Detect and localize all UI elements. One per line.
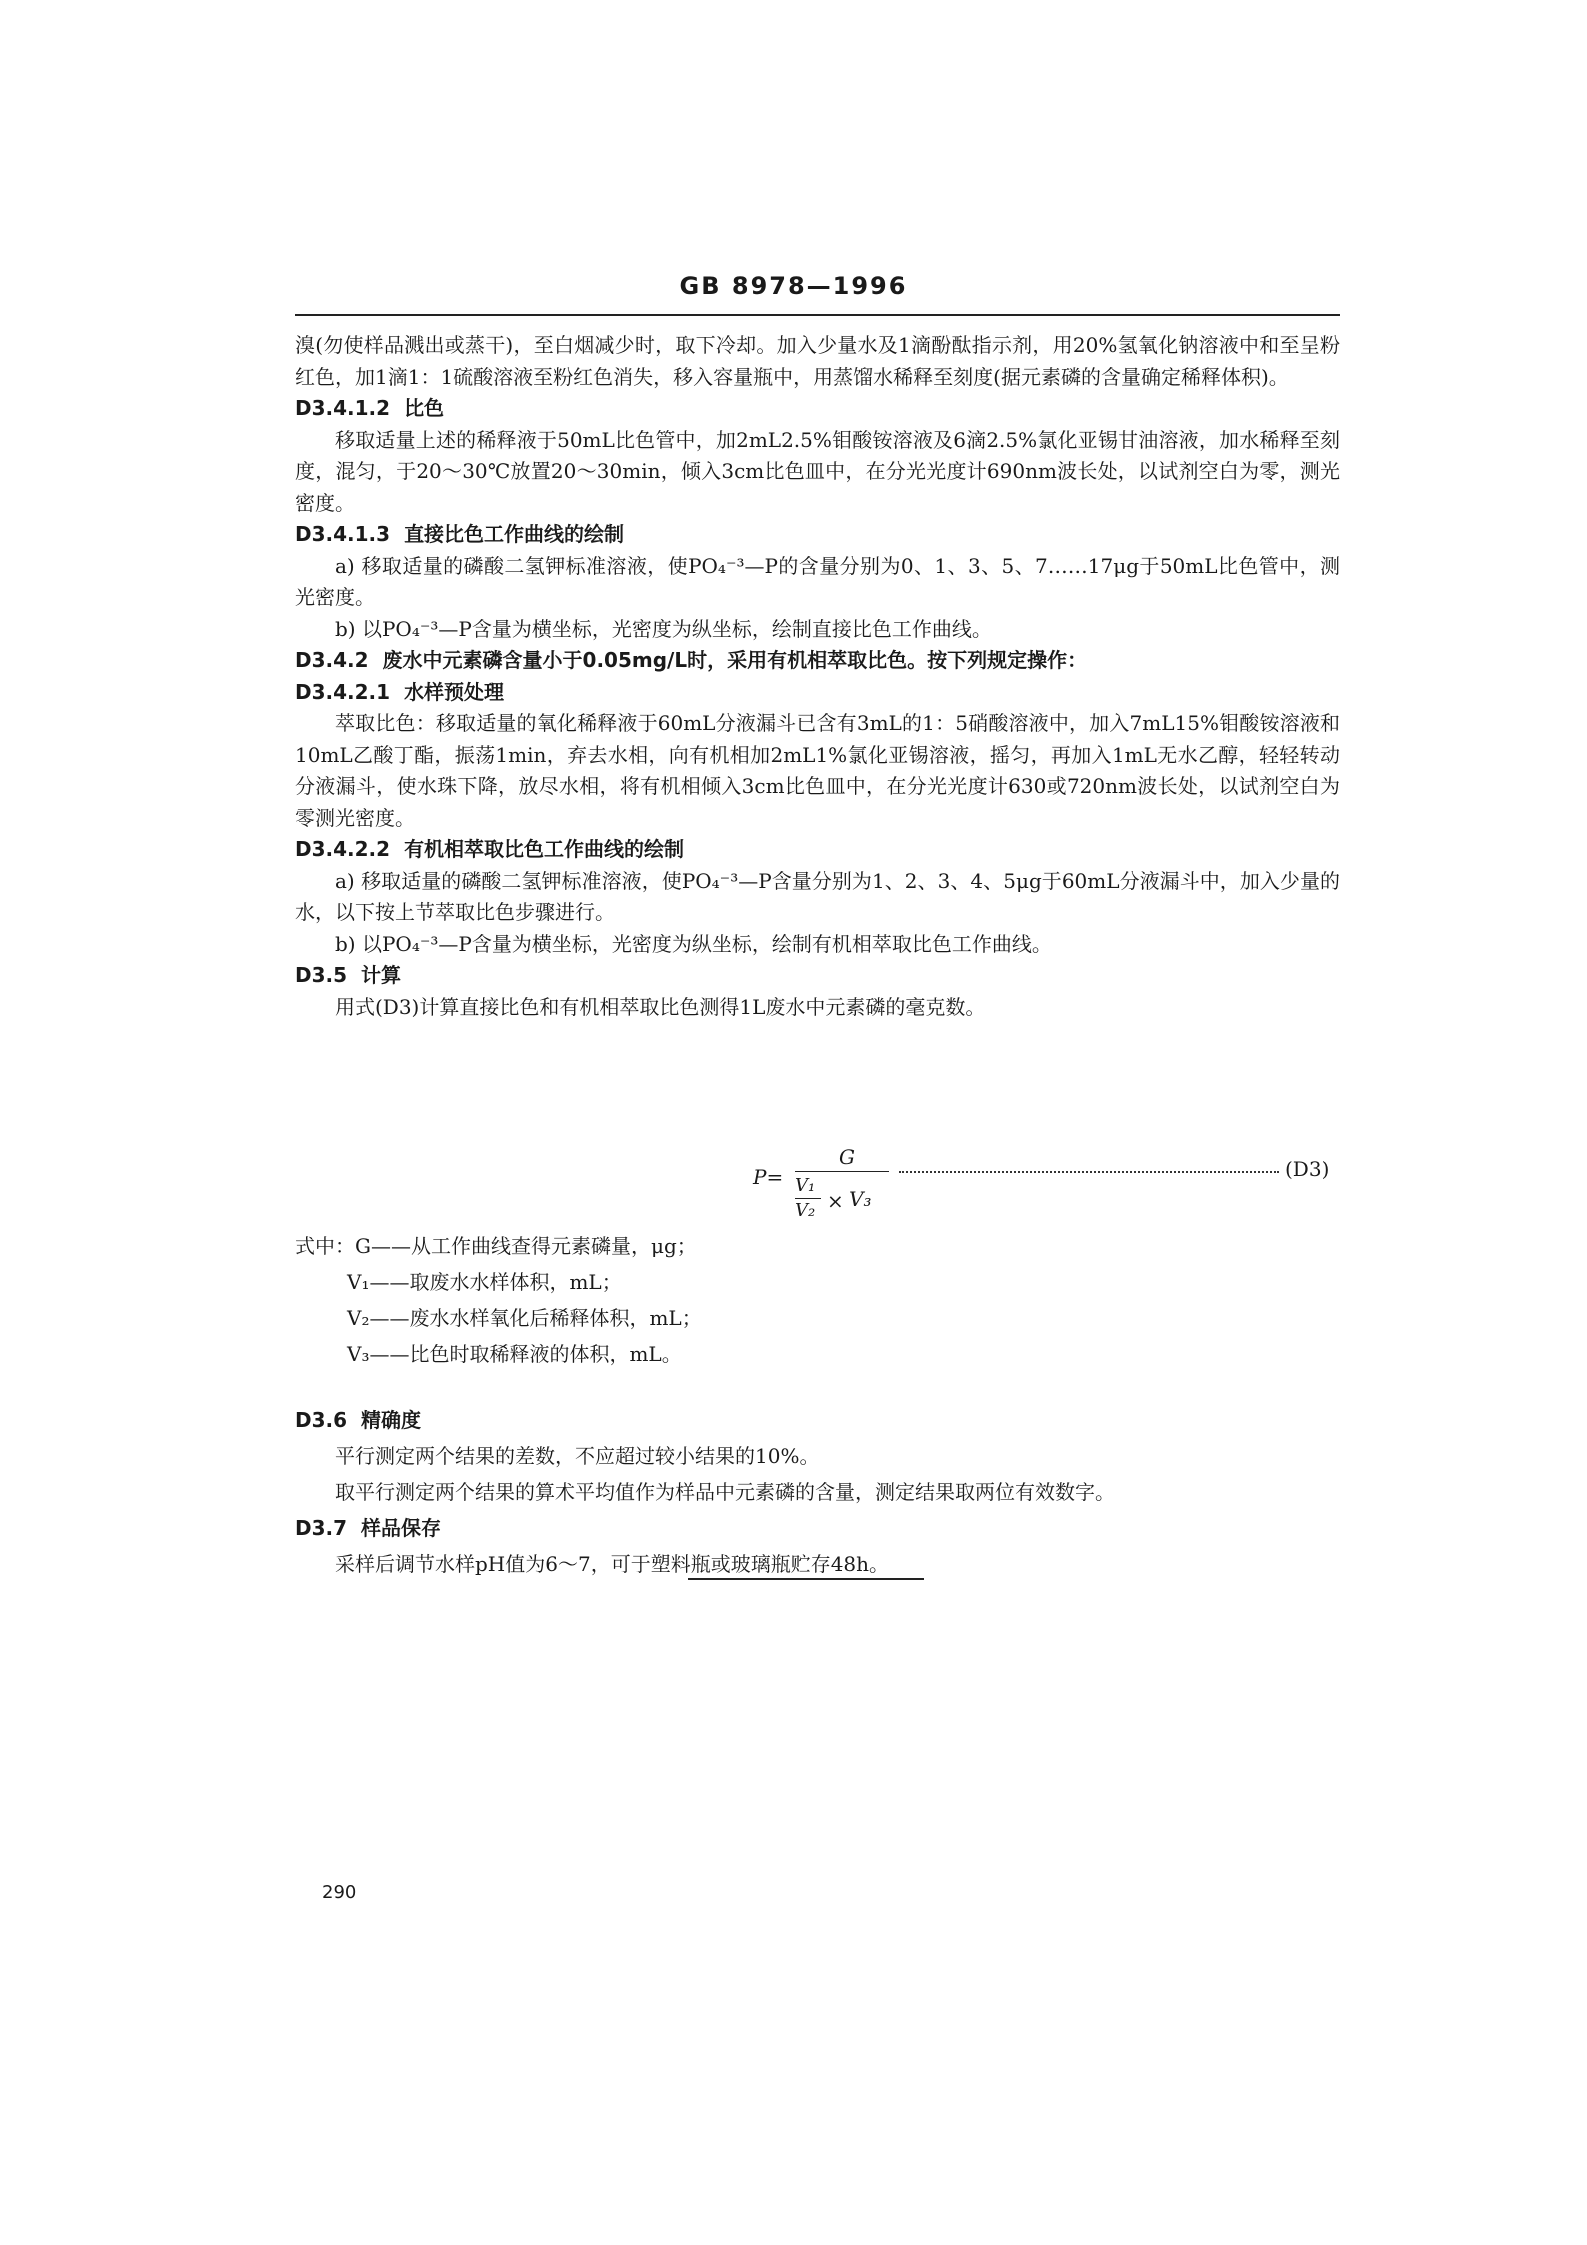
list-item-b: b) 以PO₄⁻³—P含量为横坐标，光密度为纵坐标，绘制有机相萃取比色工作曲线。 — [335, 931, 1052, 956]
variable-definitions — [295, 1228, 1340, 1372]
paragraph-calculation: 用式(D3)计算直接比色和有机相萃取比色测得1L废水中元素磷的毫克数。 — [335, 994, 986, 1019]
fraction-bar — [795, 1171, 889, 1172]
paragraph-continued: 溴(勿使样品溅出或蒸干)，至白烟减少时，取下冷却。加入少量水及1滴酚酞指示剂，用20%氢氧化钠溶液中和至呈粉红色，加1滴1：1硫酸溶液至粉红色消失，移入容量瓶中，用蒸馏水稀释至刻度(据元素磷的含量确定稀释体积)。 — [295, 333, 1340, 389]
multiply-sign: × — [827, 1189, 844, 1213]
section-heading-d3-5 — [295, 960, 1340, 992]
section-title: 直接比色工作曲线的绘制 — [404, 522, 625, 546]
paragraph-storage: 采样后调节水样pH值为6～7，可于塑料瓶或玻璃瓶贮存48h。 — [335, 1552, 890, 1576]
list-item-b: b) 以PO₄⁻³—P含量为横坐标，光密度为纵坐标，绘制直接比色工作曲线。 — [335, 616, 992, 641]
section-title: 废水中元素磷含量小于0.05mg/L时，采用有机相萃取比色。按下列规定操作： — [382, 648, 1088, 672]
section-number: D3.4.1.2 — [295, 396, 391, 420]
section-heading-d3-4-2-1 — [295, 677, 1340, 709]
section-number: D3.4.2.2 — [295, 837, 391, 861]
section-number: D3.4.1.3 — [295, 522, 391, 546]
section-heading-d3-6 — [295, 1402, 1340, 1438]
page-number: 290 — [322, 1882, 357, 1903]
section-title: 水样预处理 — [404, 679, 505, 704]
standard-header: GB 8978—1996 — [679, 272, 908, 300]
definition-g: 式中：G——从工作曲线查得元素磷量，μg； — [295, 1234, 697, 1258]
formula-inner-numerator: V₁ — [795, 1175, 816, 1196]
section-number: D3.4.2 — [295, 648, 369, 672]
paragraph-extraction: 萃取比色：移取适量的氧化稀释液于60mL分液漏斗已含有3mL的1：5硝酸溶液中，加入7mL15%钼酸铵溶液和10mL乙酸丁酯，振荡1min，弃去水相，向有机相加2mL1%氯化亚锡溶液，摇匀，再加入1mL无水乙醇，轻轻转动分液漏斗，使水珠下降，放尽水相，将有机相倾入3cm比色皿中，在分光光度计630或720nm波长处，以试剂空白为零测光密度。 — [295, 711, 1340, 830]
section-title: 样品保存 — [361, 1516, 442, 1540]
section-heading-d3-7 — [295, 1510, 1340, 1546]
closing-sections — [295, 1402, 1340, 1582]
dot-leader — [899, 1171, 1279, 1173]
section-heading-d3-4-2 — [295, 645, 1340, 677]
equation-number: (D3) — [1285, 1157, 1330, 1181]
definition-v2: V₂——废水水样氧化后稀释体积，mL； — [347, 1306, 702, 1330]
definition-v1: V₁——取废水水样体积，mL； — [347, 1270, 622, 1294]
section-heading-d3-4-2-2 — [295, 834, 1340, 866]
section-number: D3.5 — [295, 963, 348, 987]
list-item-a: a) 移取适量的磷酸二氢钾标准溶液，使PO₄⁻³—P含量分别为1、2、3、4、5μg于60mL分液漏斗中，加入少量的水，以下按上节萃取比色步骤进行。 — [295, 868, 1340, 924]
section-heading-d3-4-1-2 — [295, 393, 1340, 425]
paragraph-precision-2: 取平行测定两个结果的算术平均值作为样品中元素磷的含量，测定结果取两位有效数字。 — [335, 1480, 1115, 1504]
body-text — [295, 330, 1340, 1023]
end-rule — [688, 1578, 924, 1580]
inner-fraction-bar — [795, 1198, 821, 1199]
formula-inner-denominator: V₂ — [795, 1200, 816, 1221]
section-number: D3.4.2.1 — [295, 679, 391, 704]
paragraph-colorimetry: 移取适量上述的稀释液于50mL比色管中，加2mL2.5%钼酸铵溶液及6滴2.5%氯化亚锡甘油溶液，加水稀释至刻度，混匀，于20～30℃放置20～30min，倾入3cm比色皿中，在分光光度计690nm波长处，以试剂空白为零，测光密度。 — [295, 427, 1340, 515]
header-rule — [295, 314, 1340, 316]
paragraph-precision-1: 平行测定两个结果的差数，不应超过较小结果的10%。 — [335, 1444, 820, 1468]
formula-numerator: G — [839, 1145, 855, 1169]
definition-v3: V₃——比色时取稀释液的体积，mL。 — [347, 1342, 682, 1366]
section-title: 精确度 — [361, 1408, 422, 1432]
formula-lhs: P= — [753, 1165, 784, 1189]
section-number: D3.6 — [295, 1408, 348, 1432]
section-title: 比色 — [404, 396, 445, 420]
section-title: 有机相萃取比色工作曲线的绘制 — [404, 837, 685, 861]
section-number: D3.7 — [295, 1516, 348, 1540]
section-heading-d3-4-1-3 — [295, 519, 1340, 551]
section-title: 计算 — [361, 963, 402, 987]
formula-v3: V₃ — [849, 1187, 872, 1211]
list-item-a: a) 移取适量的磷酸二氢钾标准溶液，使PO₄⁻³—P的含量分别为0、1、3、5、7……17μg于50mL比色管中，测光密度。 — [295, 553, 1340, 609]
formula-d3 — [295, 1143, 1340, 1223]
